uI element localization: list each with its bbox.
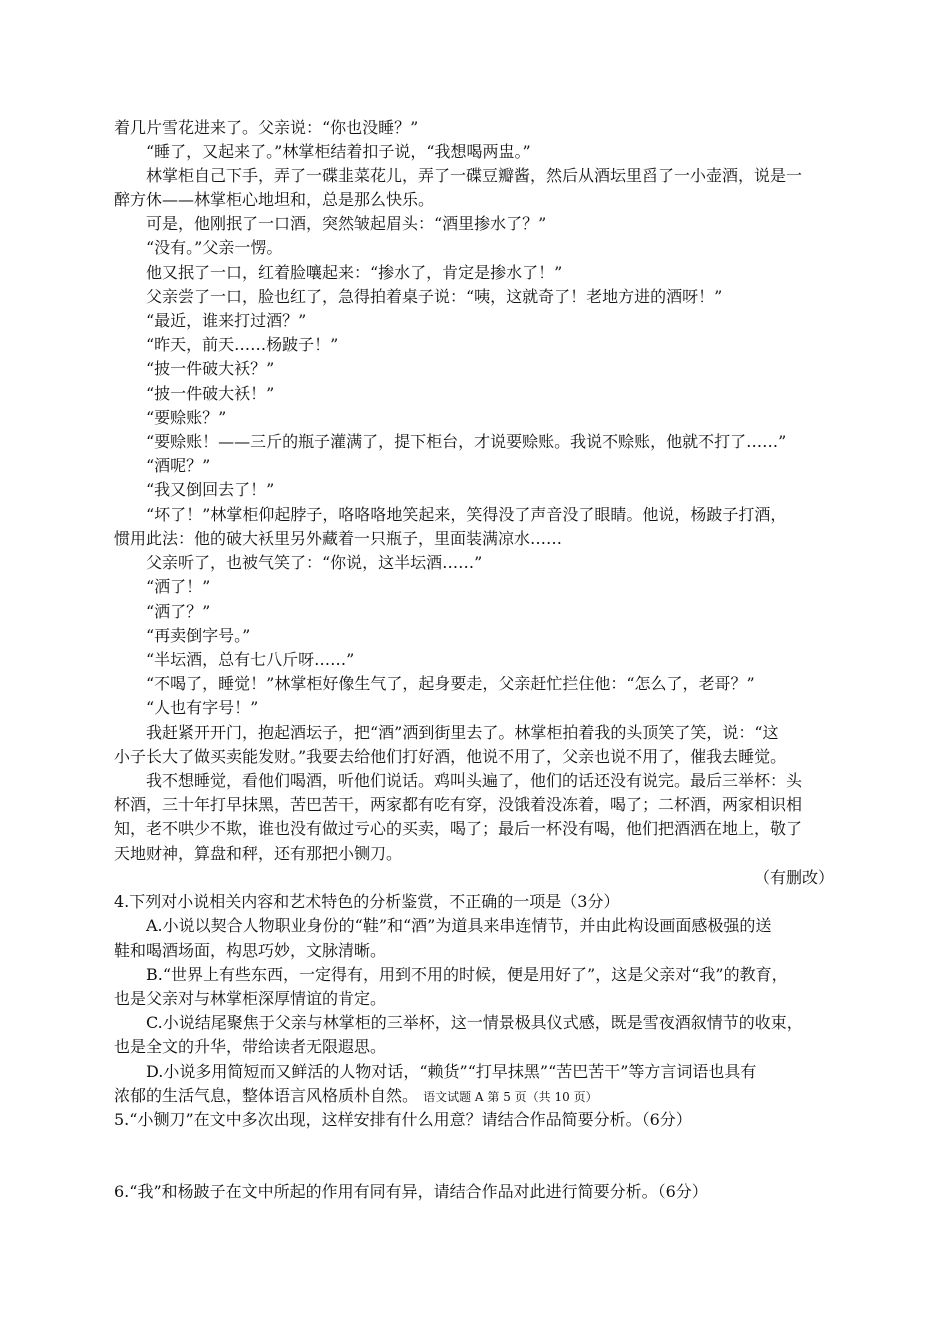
story-line: “洒了？” xyxy=(146,602,211,621)
question-4-stem: 4.下列对小说相关内容和艺术特色的分析鉴赏，不正确的一项是（3分） xyxy=(114,892,620,911)
story-line: 我不想睡觉，看他们喝酒，听他们说话。鸡叫头遍了，他们的话还没有说完。最后三举杯：头 xyxy=(146,771,803,790)
page-footer: 语文试题 A 第 5 页（共 10 页） xyxy=(423,1090,598,1104)
story-line: “披一件破大袄！” xyxy=(146,384,275,403)
option-d-line xyxy=(114,1084,598,1109)
story-line: 知，老不哄少不欺，谁也没有做过亏心的买卖，喝了；最后一杯没有喝，他们把酒洒在地上，敬了 xyxy=(114,819,803,838)
option-b-line: 也是父亲对与林掌柜深厚情谊的肯定。 xyxy=(114,989,387,1008)
story-line: “睡了，又起来了。”林掌柜结着扣子说，“我想喝两盅。” xyxy=(146,142,531,161)
story-line: 我赶紧开开门，抱起酒坛子，把“酒”洒到街里去了。林掌柜拍着我的头顶笑了笑，说：“这 xyxy=(146,723,779,742)
option-a-line: 鞋和喝酒场面，构思巧妙，文脉清晰。 xyxy=(114,941,387,960)
story-line: 醉方休——林掌柜心地坦和，总是那么快乐。 xyxy=(114,190,435,209)
story-line: “不喝了，睡觉！”林掌柜好像生气了，起身要走，父亲赶忙拦住他：“怎么了，老哥？” xyxy=(146,674,755,693)
story-line: 父亲听了，也被气笑了：“你说，这半坛酒……” xyxy=(146,553,483,572)
story-line: “没有。”父亲一愣。 xyxy=(146,238,283,257)
story-line: 小子长大了做买卖能发财。”我要去给他们打好酒，他说不用了，父亲也说不用了，催我去睡觉。 xyxy=(114,747,787,766)
option-c-line: C.小说结尾聚焦于父亲与林掌柜的三举杯，这一情景极具仪式感，既是雪夜酒叙情节的收束， xyxy=(146,1013,803,1032)
story-line: “要赊账！——三斤的瓶子灌满了，提下柜台，才说要赊账。我说不赊账，他就不打了……” xyxy=(146,432,787,451)
story-line: 着几片雪花进来了。父亲说：“你也没睡？” xyxy=(114,118,419,137)
story-line: “人也有字号！” xyxy=(146,698,259,717)
source-note: （有删改） xyxy=(753,868,834,887)
story-line: “要赊账？” xyxy=(146,408,227,427)
story-line: “半坛酒，总有七八斤呀……” xyxy=(146,650,355,669)
story-line: 父亲尝了一口，脸也红了，急得拍着桌子说：“咦，这就奇了！老地方进的酒呀！” xyxy=(146,287,723,306)
option-d-text: 浓郁的生活气息，整体语言风格质朴自然。 xyxy=(114,1086,419,1105)
option-c-line: 也是全文的升华，带给读者无限遐思。 xyxy=(114,1037,387,1056)
story-line: 他又抿了一口，红着脸嚷起来：“掺水了，肯定是掺水了！” xyxy=(146,263,563,282)
option-d-line: D.小说多用简短而又鲜活的人物对话，“赖货”“打早抹黑”“苦巴苦干”等方言词语也具有 xyxy=(146,1062,757,1081)
story-line: 惯用此法：他的破大袄里另外藏着一只瓶子，里面装满凉水…… xyxy=(114,529,563,548)
option-b-line: B.“世界上有些东西，一定得有，用到不用的时候，便是用好了”，这是父亲对“我”的教育， xyxy=(146,965,788,984)
story-line: “最近，谁来打过酒？” xyxy=(146,311,307,330)
question-5: 5.“小铡刀”在文中多次出现，这样安排有什么用意？请结合作品简要分析。（6分） xyxy=(114,1110,692,1129)
question-6: 6.“我”和杨跛子在文中所起的作用有同有异，请结合作品对此进行简要分析。（6分） xyxy=(114,1182,708,1201)
story-line: “披一件破大袄？” xyxy=(146,359,275,378)
story-line: 可是，他刚抿了一口酒，突然皱起眉头：“酒里掺水了？” xyxy=(146,214,547,233)
story-line: 天地财神，算盘和秤，还有那把小铡刀。 xyxy=(114,844,403,863)
story-line: “洒了！” xyxy=(146,577,211,596)
story-line: 林掌柜自己下手，弄了一碟韭菜花儿，弄了一碟豆瓣酱，然后从酒坛里舀了一小壶酒，说是一 xyxy=(146,166,803,185)
option-a-line: A.小说以契合人物职业身份的“鞋”和“酒”为道具来串连情节，并由此构设画面感极强的送 xyxy=(146,916,772,935)
story-line: 杯酒，三十年打早抹黑，苦巴苦干，两家都有吃有穿，没饿着没冻着，喝了；二杯酒，两家相识相 xyxy=(114,795,803,814)
story-line: “坏了！”林掌柜仰起脖子，咯咯咯地笑起来，笑得没了声音没了眼睛。他说，杨跛子打酒， xyxy=(146,505,787,524)
story-line: “我又倒回去了！” xyxy=(146,480,275,499)
story-line: “再卖倒字号。” xyxy=(146,626,251,645)
story-line: “昨天，前天……杨跛子！” xyxy=(146,335,339,354)
story-line: “酒呢？” xyxy=(146,456,211,475)
